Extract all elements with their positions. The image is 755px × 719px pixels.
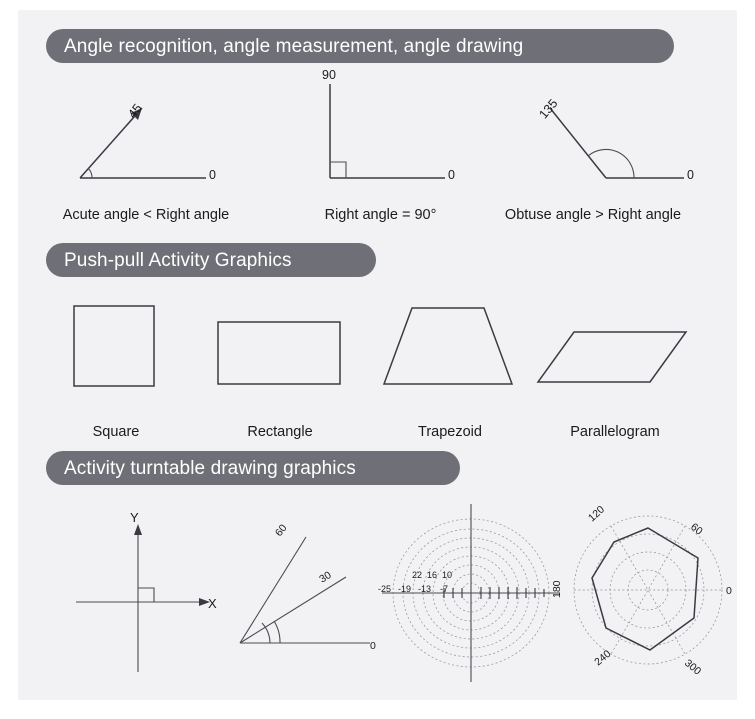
caption-trapezoid: Trapezoid xyxy=(418,424,482,440)
angle-value-acute: 45 xyxy=(125,101,145,121)
caption-right-angle: Right angle = 90° xyxy=(324,207,437,223)
svg-text:10: 10 xyxy=(442,570,453,580)
svg-text:0: 0 xyxy=(726,585,732,597)
svg-text:-7: -7 xyxy=(440,584,449,594)
angle-zero-acute: 0 xyxy=(209,168,216,182)
caption-rectangle: Rectangle xyxy=(247,424,313,440)
svg-text:-19: -19 xyxy=(398,584,412,594)
figure-rectangle xyxy=(200,300,360,390)
angle-value-obtuse: 135 xyxy=(536,96,561,122)
section-title-turntable: Activity turntable drawing graphics xyxy=(64,457,356,479)
section-header-turntable xyxy=(46,451,460,485)
svg-text:180: 180 xyxy=(551,580,563,598)
svg-text:X: X xyxy=(208,596,217,611)
angle-zero-obtuse: 0 xyxy=(687,168,694,182)
svg-text:0: 0 xyxy=(370,640,376,652)
angle-zero-right: 0 xyxy=(448,168,455,182)
figure-parallelogram xyxy=(530,300,700,390)
figure-right-angle xyxy=(280,70,480,190)
section-header-angles xyxy=(46,29,674,63)
caption-acute-angle: Acute angle < Right angle xyxy=(62,207,230,223)
svg-text:16: 16 xyxy=(427,570,438,580)
svg-text:60: 60 xyxy=(688,520,705,538)
svg-text:22: 22 xyxy=(412,570,423,580)
figure-obtuse-angle xyxy=(488,80,698,190)
caption-square: Square xyxy=(92,424,140,440)
svg-text:-13: -13 xyxy=(418,584,432,594)
figure-trapezoid xyxy=(370,300,530,390)
section-title-pushpull: Push-pull Activity Graphics xyxy=(64,249,292,271)
section-title-angles: Angle recognition, angle measurement, angle drawing xyxy=(64,35,524,57)
svg-text:240: 240 xyxy=(592,647,614,669)
angle-value-right: 90 xyxy=(322,68,336,82)
caption-obtuse-angle: Obtuse angle > Right angle xyxy=(504,207,682,223)
figure-square xyxy=(46,300,186,390)
figure-concentric-number-line xyxy=(376,498,566,688)
caption-parallelogram: Parallelogram xyxy=(570,424,660,440)
figure-protractor-rays xyxy=(218,515,393,675)
svg-text:30: 30 xyxy=(317,569,334,586)
svg-text:Y: Y xyxy=(130,510,139,525)
figure-acute-angle xyxy=(46,80,246,190)
svg-text:-25: -25 xyxy=(378,584,392,594)
svg-text:60: 60 xyxy=(272,522,290,539)
figure-coordinate-axes xyxy=(58,510,218,680)
diagram-canvas xyxy=(18,10,737,700)
section-header-pushpull xyxy=(46,243,376,277)
figure-polar-heptagon xyxy=(551,500,738,680)
svg-text:120: 120 xyxy=(585,503,608,525)
svg-text:300: 300 xyxy=(682,657,704,678)
